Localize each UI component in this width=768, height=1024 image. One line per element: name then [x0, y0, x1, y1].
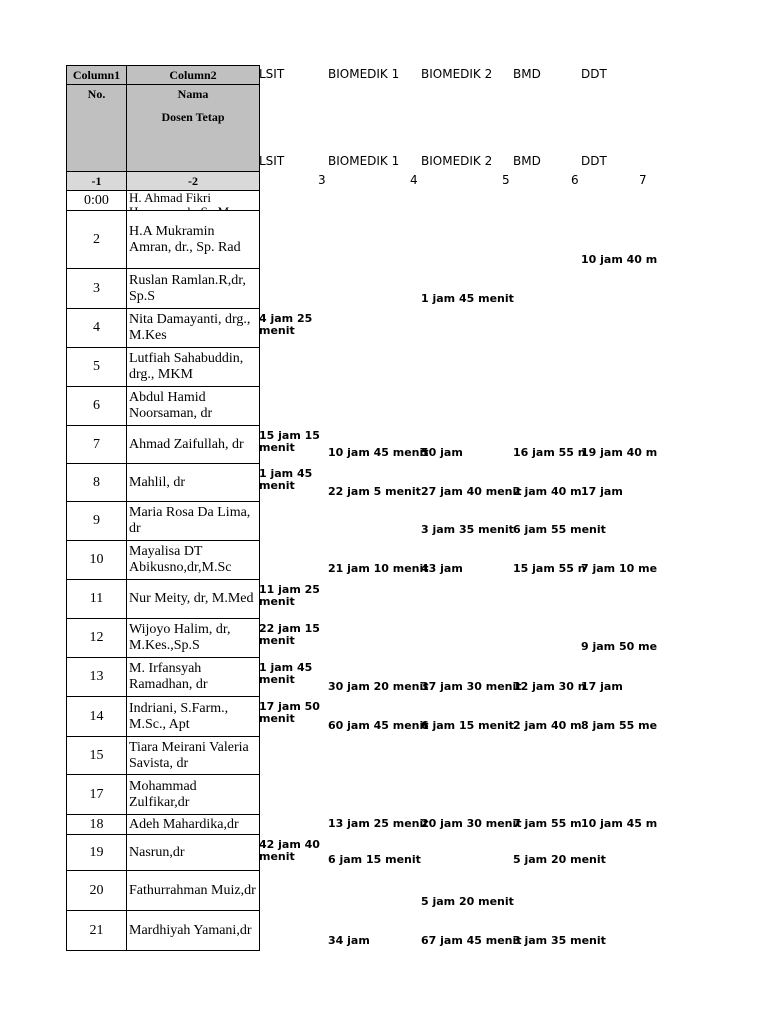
row-b2-value: 1 jam 45 menit: [421, 292, 514, 305]
row-ddt-value: 19 jam 40 m: [581, 446, 658, 459]
right-header-index-4: 4: [410, 173, 418, 187]
row-number: 19: [66, 834, 127, 871]
right-header-repeat-lsit: LSIT: [259, 154, 285, 168]
row-number: 12: [66, 618, 127, 658]
row-number: 0:00: [66, 190, 127, 211]
row-b2-value: 3 jam 35 menit: [421, 523, 514, 536]
row-b1-value: 22 jam 5 menit: [328, 485, 421, 498]
row-lsit-value: 1 jam 45 menit: [259, 467, 313, 492]
row-name: Mahlil, dr: [126, 463, 260, 502]
right-header-index-6: 6: [571, 173, 579, 187]
row-number: 20: [66, 870, 127, 911]
row-name: Ruslan Ramlan.R,dr, Sp.S: [126, 268, 260, 309]
row-lsit-value: 42 jam 40 menit: [259, 838, 320, 863]
row-b2-value: 67 jam 45 menit: [421, 934, 522, 947]
row-number: 10: [66, 540, 127, 580]
row-name: H. Ahmad Fikri: [126, 190, 260, 211]
row-bmd-value: 2 jam 40 m: [513, 719, 582, 732]
row-name: Nur Meity, dr, M.Med: [126, 579, 260, 619]
right-header-repeat-b2: BIOMEDIK 2: [421, 154, 493, 168]
row-bmd-value: 6 jam 55 menit: [513, 523, 606, 536]
row-b1-value: 21 jam 10 menit: [328, 562, 429, 575]
row-b2-value: 37 jam 30 menit: [421, 680, 522, 693]
row-number: 4: [66, 308, 127, 348]
row-lsit-value: 11 jam 25 menit: [259, 583, 320, 608]
row-b1-value: 10 jam 45 menit: [328, 446, 429, 459]
right-header-b2: BIOMEDIK 2: [421, 67, 493, 81]
row-lsit-value: 17 jam 50 menit: [259, 700, 320, 725]
row-bmd-value: 3 jam 35 menit: [513, 934, 606, 947]
row-name: Fathurrahman Muiz,dr: [126, 870, 260, 911]
row-number: 21: [66, 910, 127, 951]
row-name: Maria Rosa Da Lima, dr: [126, 501, 260, 541]
row-b1-value: 6 jam 15 menit: [328, 853, 421, 866]
row-name: Tiara Meirani Valeria Savista, dr: [126, 736, 260, 775]
row-bmd-value: 5 jam 20 menit: [513, 853, 606, 866]
row-bmd-value: 16 jam 55 n: [513, 446, 586, 459]
row-ddt-value: 8 jam 55 me: [581, 719, 658, 732]
right-header-b1: BIOMEDIK 1: [328, 67, 400, 81]
right-header-index-3: 3: [318, 173, 326, 187]
row-b2-value: 27 jam 40 menit: [421, 485, 522, 498]
row-name: Mohammad Zulfikar,dr: [126, 774, 260, 815]
row-b2-value: 20 jam 30 menit: [421, 817, 522, 830]
row-lsit-value: 15 jam 15 menit: [259, 429, 320, 454]
header-column1: Column1: [66, 65, 127, 85]
row-bmd-value: 2 jam 40 m: [513, 485, 582, 498]
row-name: Abdul Hamid Noorsaman, dr: [126, 386, 260, 426]
row-ddt-value: 10 jam 45 m: [581, 817, 658, 830]
row-name: H.A Mukramin Amran, dr., Sp. Rad: [126, 210, 260, 269]
row-number: 2: [66, 210, 127, 269]
row-ddt-value: 17 jam: [581, 485, 623, 498]
row-b2-value: 6 jam 15 menit: [421, 719, 514, 732]
row-name: Nasrun,dr: [126, 834, 260, 871]
row-name: Ahmad Zaifullah, dr: [126, 425, 260, 464]
row-lsit-value: 22 jam 15 menit: [259, 622, 320, 647]
header-column2: Column2: [126, 65, 260, 85]
row-lsit-value: 4 jam 25 menit: [259, 312, 313, 337]
header-dosen-tetap: Dosen Tetap: [161, 110, 225, 124]
row-bmd-value: 15 jam 55 n: [513, 562, 586, 575]
row-number: 9: [66, 501, 127, 541]
row-name: M. Irfansyah Ramadhan, dr: [126, 657, 260, 697]
header-no-cell: [66, 84, 127, 172]
header-index-2: -2: [126, 171, 260, 191]
row-bmd-value: 12 jam 30 n: [513, 680, 586, 693]
header-nama-cell: [126, 84, 260, 172]
row-b1-value: 60 jam 45 menit: [328, 719, 429, 732]
row-name: Mardhiyah Yamani,dr: [126, 910, 260, 951]
row-name: Mayalisa DT Abikusno,dr,M.Sc: [126, 540, 260, 580]
right-header-bmd: BMD: [513, 67, 541, 81]
row-number: 6: [66, 386, 127, 426]
row-number: 14: [66, 696, 127, 737]
row-name: Adeh Mahardika,dr: [126, 814, 260, 835]
row-b1-value: 13 jam 25 menit: [328, 817, 429, 830]
header-no: No.: [87, 87, 106, 101]
row-number: 15: [66, 736, 127, 775]
row-name: Wijoyo Halim, dr, M.Kes.,Sp.S: [126, 618, 260, 658]
row-ddt-value: 17 jam: [581, 680, 623, 693]
right-header-repeat-ddt: DDT: [581, 154, 607, 168]
right-header-index-5: 5: [502, 173, 510, 187]
row-ddt-value: 7 jam 10 me: [581, 562, 658, 575]
row-ddt-value: 9 jam 50 me: [581, 640, 658, 653]
right-header-index-7: 7: [639, 173, 647, 187]
row-ddt-value: 10 jam 40 m: [581, 253, 658, 266]
row-name: Indriani, S.Farm., M.Sc., Apt: [126, 696, 260, 737]
row-b1-value: 30 jam 20 menit: [328, 680, 429, 693]
right-header-repeat-b1: BIOMEDIK 1: [328, 154, 400, 168]
row-b2-value: 50 jam: [421, 446, 463, 459]
row-number: 17: [66, 774, 127, 815]
row-bmd-value: 7 jam 55 m: [513, 817, 582, 830]
right-header-repeat-bmd: BMD: [513, 154, 541, 168]
row-lsit-value: 1 jam 45 menit: [259, 661, 313, 686]
row-name: Nita Damayanti, drg., M.Kes: [126, 308, 260, 348]
row-b1-value: 34 jam: [328, 934, 370, 947]
header-nama: Nama: [177, 87, 209, 101]
row-number: 13: [66, 657, 127, 697]
row-b2-value: 5 jam 20 menit: [421, 895, 514, 908]
row-b2-value: 43 jam: [421, 562, 463, 575]
right-header-ddt: DDT: [581, 67, 607, 81]
header-index-1: -1: [66, 171, 127, 191]
row-number: 5: [66, 347, 127, 387]
row-number: 18: [66, 814, 127, 835]
row-name: Lutfiah Sahabuddin, drg., MKM: [126, 347, 260, 387]
row-number: 8: [66, 463, 127, 502]
row-number: 7: [66, 425, 127, 464]
row-number: 11: [66, 579, 127, 619]
right-header-lsit: LSIT: [259, 67, 285, 81]
row-number: 3: [66, 268, 127, 309]
